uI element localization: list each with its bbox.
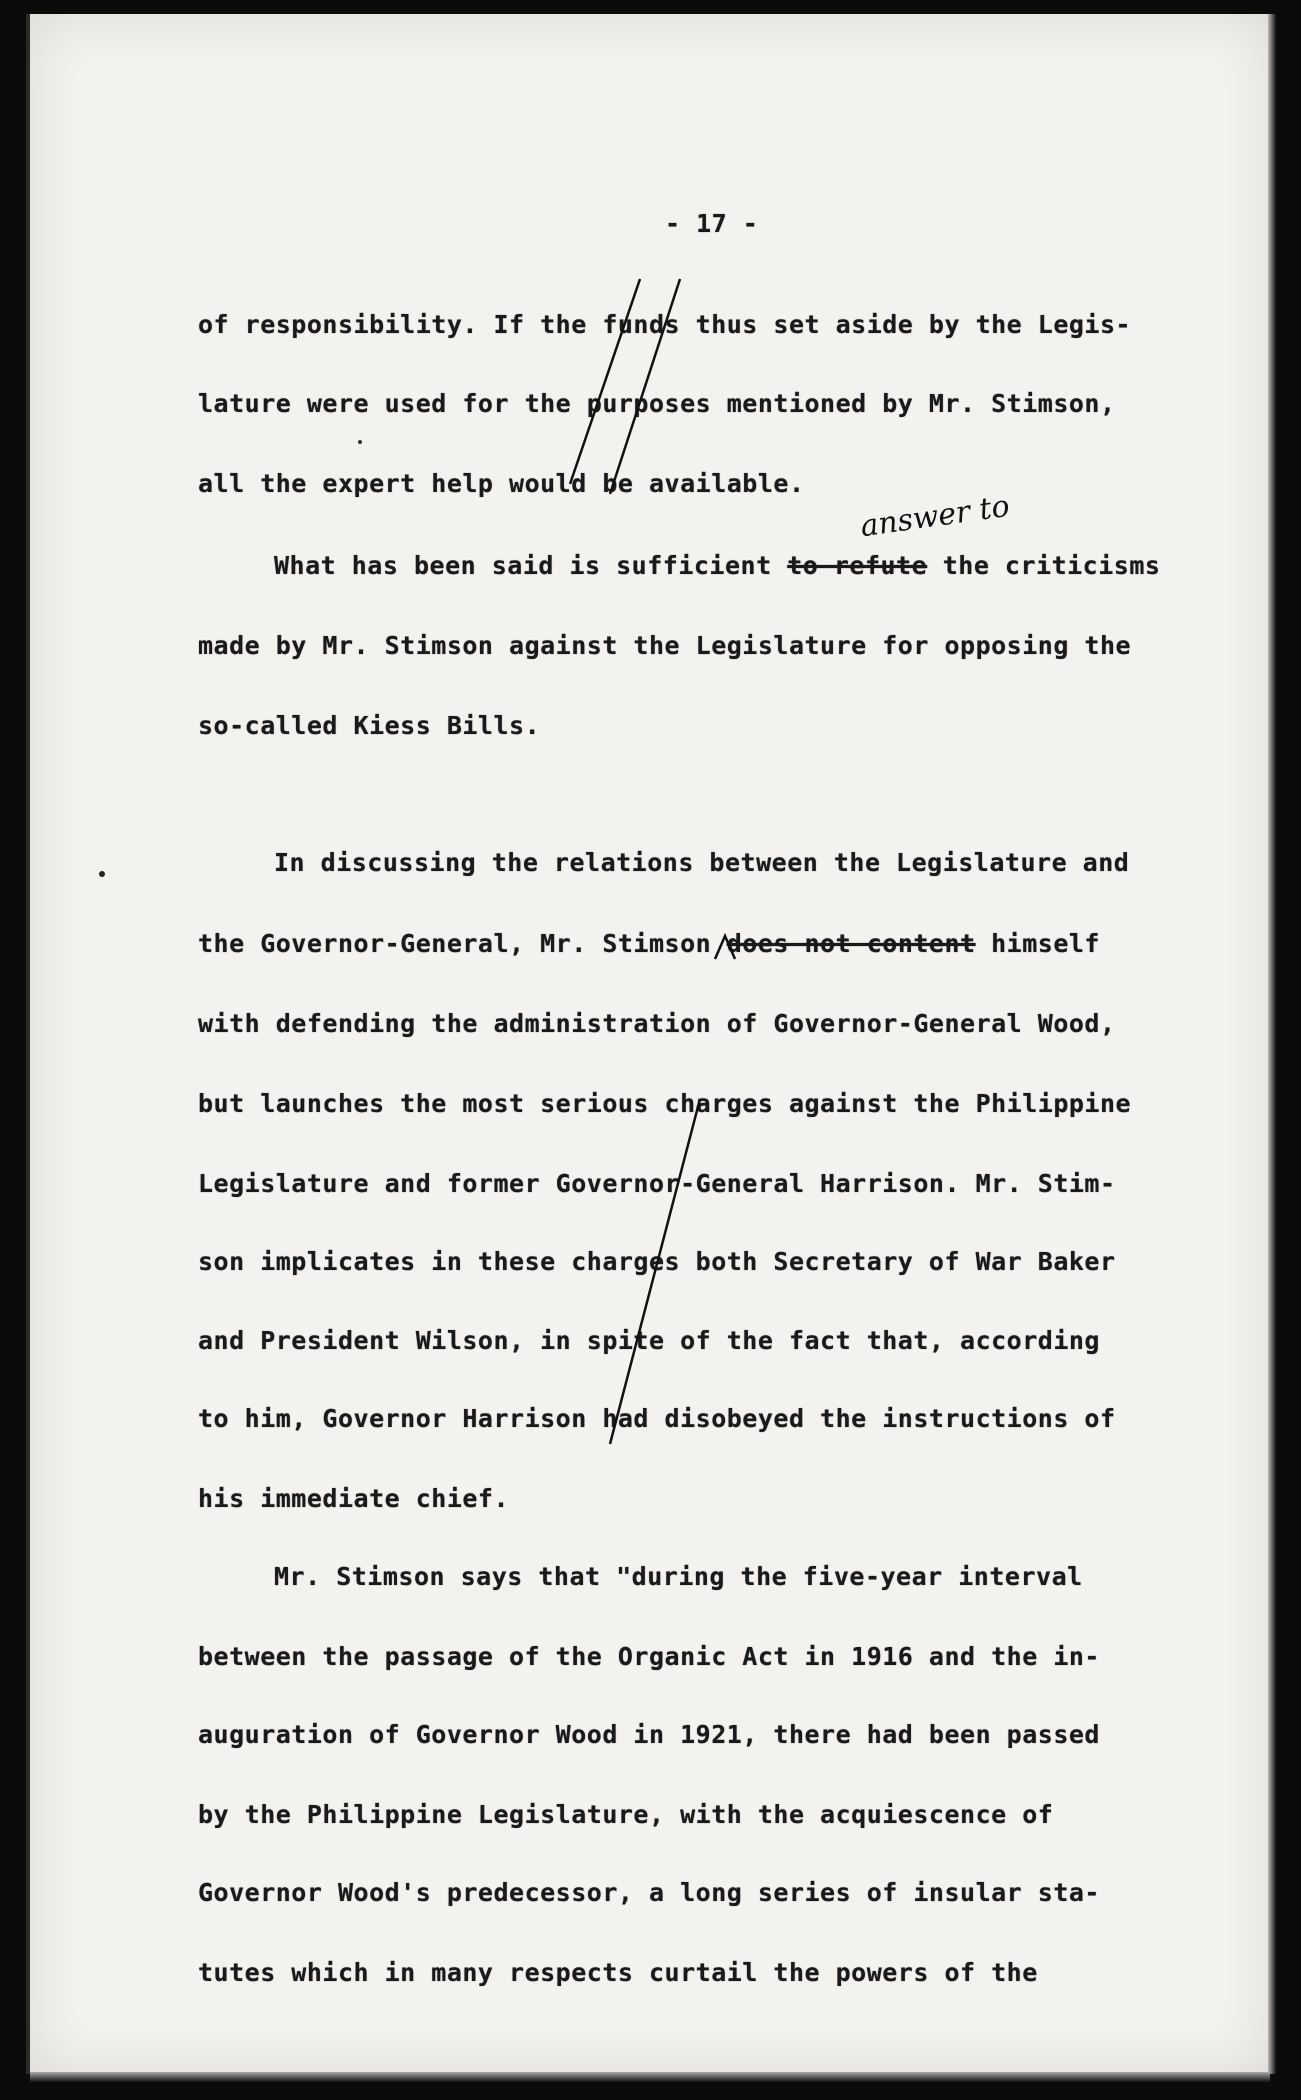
text-line: auguration of Governor Wood in 1921, there had been passed bbox=[198, 1720, 1100, 1749]
speck bbox=[358, 440, 362, 444]
text-line: to him, Governor Harrison had disobeyed the instructions of bbox=[198, 1404, 1116, 1433]
text-line: Legislature and former Governor-General Harrison. Mr. Stim- bbox=[198, 1169, 1116, 1198]
text-line: son implicates in these charges both Secretary of War Baker bbox=[198, 1247, 1116, 1276]
struck-text: does not content bbox=[726, 929, 976, 958]
handwritten-annotation: answer to bbox=[858, 488, 1012, 545]
text-line: Mr. Stimson says that "during the five-year interval bbox=[274, 1562, 1083, 1591]
speck bbox=[99, 871, 105, 877]
page-number: - 17 - bbox=[665, 209, 759, 238]
text-line: and President Wilson, in spite of the fact that, according bbox=[198, 1326, 1100, 1355]
pencil-stroke bbox=[610, 279, 680, 494]
struck-text: to refute bbox=[787, 551, 928, 580]
text-line: tutes which in many respects curtail the powers of the bbox=[198, 1958, 1038, 1987]
pencil-stroke bbox=[570, 279, 640, 484]
text-line-start: What has been said is sufficient bbox=[274, 551, 788, 580]
text-line: so-called Kiess Bills. bbox=[198, 711, 541, 740]
pencil-stroke bbox=[610, 1099, 700, 1444]
text-line: between the passage of the Organic Act in 1916 and the in- bbox=[198, 1642, 1100, 1671]
caret-mark bbox=[715, 936, 735, 959]
document-page bbox=[26, 14, 1270, 2074]
text-line: by the Philippine Legislature, with the acquiescence of bbox=[198, 1800, 1054, 1829]
text-line-end: himself bbox=[975, 929, 1100, 958]
text-line: lature were used for the purposes mentioned by Mr. Stimson, bbox=[198, 389, 1116, 418]
text-line: but launches the most serious charges against the Philippine bbox=[198, 1089, 1132, 1118]
pencil-marks bbox=[30, 14, 1270, 2074]
text-line: Governor Wood's predecessor, a long series of insular sta- bbox=[198, 1878, 1100, 1907]
text-line-start: the Governor-General, Mr. Stimson bbox=[198, 929, 727, 958]
text-line-end: the criticisms bbox=[927, 551, 1161, 580]
text-line: of responsibility. If the funds thus set aside by the Legis- bbox=[198, 310, 1132, 339]
text-line: with defending the administration of Governor-General Wood, bbox=[198, 1009, 1116, 1038]
text-line: In discussing the relations between the Legislature and bbox=[274, 848, 1130, 877]
text-line: his immediate chief. bbox=[198, 1484, 510, 1513]
text-line: made by Mr. Stimson against the Legislature for opposing the bbox=[198, 631, 1132, 660]
text-line: all the expert help would be available. bbox=[198, 469, 805, 498]
